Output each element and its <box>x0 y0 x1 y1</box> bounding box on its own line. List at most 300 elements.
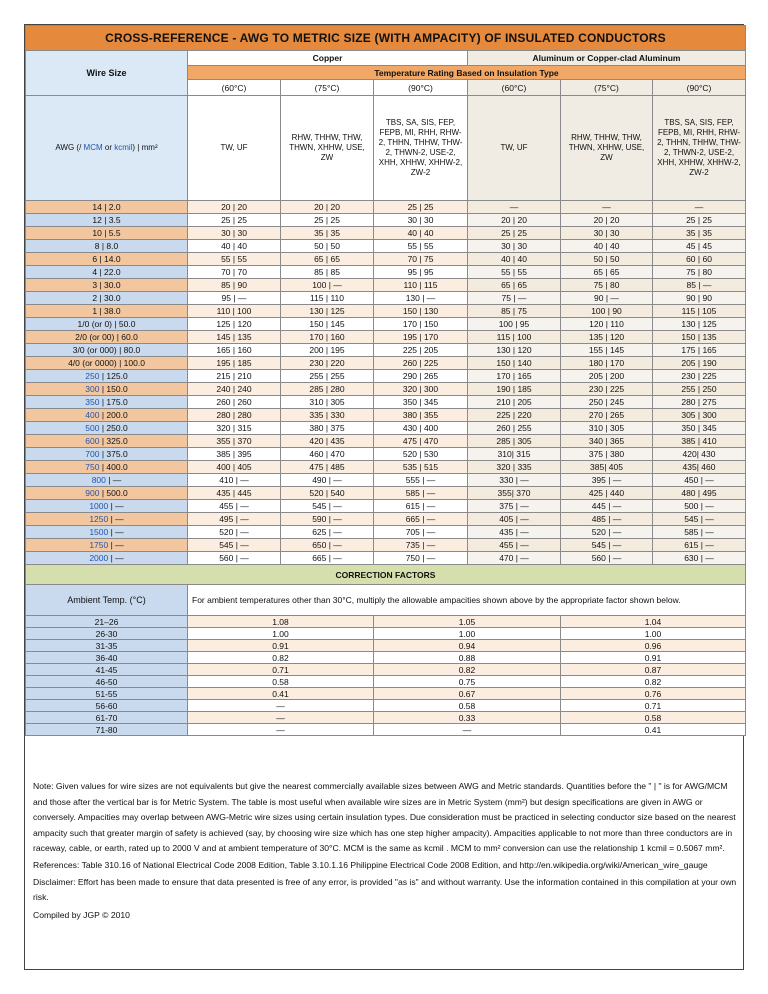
copper-60c-cell: 280 | 280 <box>188 409 281 422</box>
copper-60c-cell: 240 | 240 <box>188 383 281 396</box>
wire-size-cell: 350 | 175.0 <box>26 396 188 409</box>
factor-90c-cell: 0.96 <box>561 640 746 652</box>
wire-size-cell: 14 | 2.0 <box>26 201 188 214</box>
aluminum-90c-cell: 75 | 80 <box>653 266 746 279</box>
wire-size-cell: 500 | 250.0 <box>26 422 188 435</box>
aluminum-90c-cell: 255 | 250 <box>653 383 746 396</box>
aluminum-60c-cell: 455 | — <box>468 539 561 552</box>
wire-size-cell: 3/0 (or 000) | 80.0 <box>26 344 188 357</box>
table-row <box>26 305 746 318</box>
copper-75c-cell: 25 | 25 <box>281 214 374 227</box>
aluminum-60c-cell: 285 | 305 <box>468 435 561 448</box>
copper-90c-cell: 225 | 205 <box>374 344 468 357</box>
copper-60c-cell: 545 | — <box>188 539 281 552</box>
aluminum-75c-cell: 230 | 225 <box>561 383 653 396</box>
copper-90c-cell: 320 | 300 <box>374 383 468 396</box>
factor-60c-cell: — <box>188 712 374 724</box>
correction-factors-title: CORRECTION FACTORS <box>26 565 746 585</box>
wire-size-cell: 1500 | — <box>26 526 188 539</box>
aluminum-75c-cell: 75 | 80 <box>561 279 653 292</box>
correction-row <box>26 640 746 652</box>
wire-size-cell: 800 | — <box>26 474 188 487</box>
aluminum-60c-cell: 30 | 30 <box>468 240 561 253</box>
table-row <box>26 201 746 214</box>
wire-size-cell: 4/0 (or 0000) | 100.0 <box>26 357 188 370</box>
ampacity-table <box>25 25 746 736</box>
factor-90c-cell: 0.58 <box>561 712 746 724</box>
factor-60c-cell: 0.82 <box>188 652 374 664</box>
copper-75c-cell: 85 | 85 <box>281 266 374 279</box>
aluminum-75c-cell: 385| 405 <box>561 461 653 474</box>
aluminum-60c-cell: 210 | 205 <box>468 396 561 409</box>
copper-90c-cell: 555 | — <box>374 474 468 487</box>
wire-size-cell: 1/0 (or 0) | 50.0 <box>26 318 188 331</box>
aluminum-75c-insulation: RHW, THHW, THW, THWN, XHHW, USE, ZW <box>561 96 653 201</box>
aluminum-75c-cell: 485 | — <box>561 513 653 526</box>
aluminum-75c-header: (75°C) <box>561 80 653 96</box>
factor-90c-cell: 0.41 <box>561 724 746 736</box>
copper-90c-cell: 70 | 75 <box>374 253 468 266</box>
aluminum-60c-cell: 355| 370 <box>468 487 561 500</box>
copper-75c-cell: 380 | 375 <box>281 422 374 435</box>
correction-row <box>26 676 746 688</box>
ambient-temp-cell: 56-60 <box>26 700 188 712</box>
factor-75c-cell: 0.33 <box>374 712 561 724</box>
aluminum-90c-cell: 60 | 60 <box>653 253 746 266</box>
table-row <box>26 253 746 266</box>
copper-75c-cell: 665 | — <box>281 552 374 565</box>
wire-size-cell: 1750 | — <box>26 539 188 552</box>
wire-size-cell: 2 | 30.0 <box>26 292 188 305</box>
wire-size-cell: 8 | 8.0 <box>26 240 188 253</box>
ambient-temp-cell: 51-55 <box>26 688 188 700</box>
copper-60c-cell: 260 | 260 <box>188 396 281 409</box>
aluminum-75c-cell: 205 | 200 <box>561 370 653 383</box>
aluminum-75c-cell: 100 | 90 <box>561 305 653 318</box>
wire-size-cell: 2/0 (or 00) | 60.0 <box>26 331 188 344</box>
copper-60c-cell: 40 | 40 <box>188 240 281 253</box>
aluminum-90c-cell: 175 | 165 <box>653 344 746 357</box>
table-row <box>26 227 746 240</box>
aluminum-60c-cell: 435 | — <box>468 526 561 539</box>
table-row <box>26 331 746 344</box>
copper-75c-cell: 130 | 125 <box>281 305 374 318</box>
factor-90c-cell: 0.82 <box>561 676 746 688</box>
page-title: CROSS-REFERENCE - AWG TO METRIC SIZE (WITH AMPACITY) OF INSULATED CONDUCTORS <box>26 26 746 51</box>
reference-sheet <box>24 24 744 970</box>
aluminum-75c-cell: 50 | 50 <box>561 253 653 266</box>
correction-row <box>26 616 746 628</box>
copper-90c-cell: 520 | 530 <box>374 448 468 461</box>
aluminum-60c-cell: 260 | 255 <box>468 422 561 435</box>
ambient-temp-cell: 71-80 <box>26 724 188 736</box>
wire-size-cell: 3 | 30.0 <box>26 279 188 292</box>
aluminum-60c-cell: 115 | 100 <box>468 331 561 344</box>
aluminum-90c-cell: — <box>653 201 746 214</box>
copper-90c-cell: 750 | — <box>374 552 468 565</box>
copper-75c-cell: 230 | 220 <box>281 357 374 370</box>
aluminum-60c-cell: 100 | 95 <box>468 318 561 331</box>
copper-75c-header: (75°C) <box>281 80 374 96</box>
copper-90c-cell: 735 | — <box>374 539 468 552</box>
wire-size-cell: 750 | 400.0 <box>26 461 188 474</box>
factor-60c-cell: — <box>188 724 374 736</box>
table-row <box>26 448 746 461</box>
aluminum-90c-cell: 435| 460 <box>653 461 746 474</box>
copper-75c-cell: 335 | 330 <box>281 409 374 422</box>
copper-60c-cell: 435 | 445 <box>188 487 281 500</box>
wire-size-cell: 4 | 22.0 <box>26 266 188 279</box>
factor-60c-cell: — <box>188 700 374 712</box>
factor-90c-cell: 1.00 <box>561 628 746 640</box>
table-row <box>26 487 746 500</box>
copper-60c-cell: 145 | 135 <box>188 331 281 344</box>
correction-row <box>26 712 746 724</box>
aluminum-90c-insulation: TBS, SA, SIS, FEP, FEPB, MI, RHH, RHW-2, THHN, THHW, THW-2, THWN-2, USE-2, XHH, XHHW, XHHW-2, ZW-2 <box>653 96 746 201</box>
ambient-temp-cell: 61-70 <box>26 712 188 724</box>
copper-75c-cell: 100 | — <box>281 279 374 292</box>
copper-60c-cell: 520 | — <box>188 526 281 539</box>
aluminum-60c-cell: 190 | 185 <box>468 383 561 396</box>
wire-size-cell: 400 | 200.0 <box>26 409 188 422</box>
copper-90c-cell: 130 | — <box>374 292 468 305</box>
copper-60c-cell: 85 | 90 <box>188 279 281 292</box>
table-row <box>26 266 746 279</box>
aluminum-75c-cell: 180 | 170 <box>561 357 653 370</box>
aluminum-75c-cell: 560 | — <box>561 552 653 565</box>
copper-90c-cell: 195 | 170 <box>374 331 468 344</box>
aluminum-75c-cell: 65 | 65 <box>561 266 653 279</box>
copper-60c-cell: 110 | 100 <box>188 305 281 318</box>
copper-60c-cell: 215 | 210 <box>188 370 281 383</box>
copper-90c-cell: 585 | — <box>374 487 468 500</box>
table-row <box>26 396 746 409</box>
aluminum-header: Aluminum or Copper-clad Aluminum <box>468 51 746 66</box>
factor-60c-cell: 1.00 <box>188 628 374 640</box>
aluminum-90c-cell: 305 | 300 <box>653 409 746 422</box>
copper-60c-insulation: TW, UF <box>188 96 281 201</box>
wire-size-cell: 2000 | — <box>26 552 188 565</box>
aluminum-60c-cell: 375 | — <box>468 500 561 513</box>
table-row <box>26 435 746 448</box>
aluminum-90c-cell: 545 | — <box>653 513 746 526</box>
aluminum-60c-cell: 25 | 25 <box>468 227 561 240</box>
notes-section <box>33 779 739 924</box>
ambient-temp-cell: 31-35 <box>26 640 188 652</box>
aluminum-75c-cell: 340 | 365 <box>561 435 653 448</box>
copper-60c-cell: 320 | 315 <box>188 422 281 435</box>
copper-60c-cell: 95 | — <box>188 292 281 305</box>
wire-size-cell: 700 | 375.0 <box>26 448 188 461</box>
aluminum-60c-cell: 225 | 220 <box>468 409 561 422</box>
factor-75c-cell: 1.05 <box>374 616 561 628</box>
table-row <box>26 461 746 474</box>
correction-row <box>26 664 746 676</box>
copper-75c-cell: 200 | 195 <box>281 344 374 357</box>
copper-90c-cell: 535 | 515 <box>374 461 468 474</box>
table-row <box>26 500 746 513</box>
factor-75c-cell: 1.00 <box>374 628 561 640</box>
copper-90c-cell: 150 | 130 <box>374 305 468 318</box>
copper-75c-cell: 65 | 65 <box>281 253 374 266</box>
copper-90c-cell: 30 | 30 <box>374 214 468 227</box>
factor-90c-cell: 1.04 <box>561 616 746 628</box>
aluminum-60c-cell: 75 | — <box>468 292 561 305</box>
copper-75c-cell: 625 | — <box>281 526 374 539</box>
aluminum-90c-cell: 205 | 190 <box>653 357 746 370</box>
copper-75c-cell: 460 | 470 <box>281 448 374 461</box>
aluminum-60c-cell: 130 | 120 <box>468 344 561 357</box>
factor-60c-cell: 1.08 <box>188 616 374 628</box>
aluminum-90c-cell: 25 | 25 <box>653 214 746 227</box>
references-paragraph: References: Table 310.16 of National Electrical Code 2008 Edition, Table 3.10.1.16 Philippine Electrical Code 2008 Edition, and http://en.wikipedia.org/wiki/American_wire_gauge <box>33 859 708 870</box>
wire-size-cell: 250 | 125.0 <box>26 370 188 383</box>
awg-mm2-header: AWG (/ MCM or kcmil) | mm² <box>26 96 188 201</box>
wire-size-header: Wire Size <box>26 51 188 96</box>
copper-90c-cell: 40 | 40 <box>374 227 468 240</box>
wire-size-cell: 300 | 150.0 <box>26 383 188 396</box>
correction-row <box>26 688 746 700</box>
aluminum-90c-cell: 230 | 225 <box>653 370 746 383</box>
aluminum-60c-cell: 55 | 55 <box>468 266 561 279</box>
copper-90c-cell: 705 | — <box>374 526 468 539</box>
table-row <box>26 526 746 539</box>
aluminum-90c-cell: 35 | 35 <box>653 227 746 240</box>
copper-90c-cell: 430 | 400 <box>374 422 468 435</box>
copper-75c-cell: 310 | 305 <box>281 396 374 409</box>
wire-size-cell: 12 | 3.5 <box>26 214 188 227</box>
disclaimer-paragraph: Disclaimer: Effort has been made to ensure that data presented is free of any error, is provided "as is" and without warranty. Use the information contained in this compilation at your own risk. <box>33 876 737 903</box>
table-row <box>26 357 746 370</box>
wire-size-cell: 1000 | — <box>26 500 188 513</box>
copper-90c-cell: 55 | 55 <box>374 240 468 253</box>
copper-90c-cell: 110 | 115 <box>374 279 468 292</box>
table-row <box>26 344 746 357</box>
table-row <box>26 474 746 487</box>
copper-60c-cell: 25 | 25 <box>188 214 281 227</box>
factor-60c-cell: 0.91 <box>188 640 374 652</box>
aluminum-75c-cell: 270 | 265 <box>561 409 653 422</box>
copper-75c-cell: 420 | 435 <box>281 435 374 448</box>
aluminum-60c-header: (60°C) <box>468 80 561 96</box>
aluminum-60c-insulation: TW, UF <box>468 96 561 201</box>
factor-90c-cell: 0.87 <box>561 664 746 676</box>
factor-90c-cell: 0.71 <box>561 700 746 712</box>
factor-75c-cell: 0.67 <box>374 688 561 700</box>
copper-60c-cell: 30 | 30 <box>188 227 281 240</box>
factor-60c-cell: 0.71 <box>188 664 374 676</box>
aluminum-75c-cell: 395 | — <box>561 474 653 487</box>
copper-75c-insulation: RHW, THHW, THW, THWN, XHHW, USE, ZW <box>281 96 374 201</box>
aluminum-90c-cell: 85 | — <box>653 279 746 292</box>
copper-75c-cell: 590 | — <box>281 513 374 526</box>
aluminum-75c-cell: 155 | 145 <box>561 344 653 357</box>
aluminum-60c-cell: 405 | — <box>468 513 561 526</box>
aluminum-60c-cell: — <box>468 201 561 214</box>
table-row <box>26 513 746 526</box>
factor-90c-cell: 0.76 <box>561 688 746 700</box>
copper-60c-cell: 70 | 70 <box>188 266 281 279</box>
aluminum-90c-cell: 450 | — <box>653 474 746 487</box>
factor-60c-cell: 0.58 <box>188 676 374 688</box>
aluminum-75c-cell: 120 | 110 <box>561 318 653 331</box>
copper-75c-cell: 520 | 540 <box>281 487 374 500</box>
table-row <box>26 279 746 292</box>
copper-75c-cell: 475 | 485 <box>281 461 374 474</box>
copper-60c-cell: 165 | 160 <box>188 344 281 357</box>
copper-90c-cell: 615 | — <box>374 500 468 513</box>
copper-90c-cell: 475 | 470 <box>374 435 468 448</box>
factor-75c-cell: — <box>374 724 561 736</box>
aluminum-75c-cell: 310 | 305 <box>561 422 653 435</box>
aluminum-60c-cell: 310| 315 <box>468 448 561 461</box>
copper-60c-cell: 195 | 185 <box>188 357 281 370</box>
table-row <box>26 292 746 305</box>
factor-75c-cell: 0.58 <box>374 700 561 712</box>
ambient-temp-cell: 41-45 <box>26 664 188 676</box>
table-row <box>26 214 746 227</box>
copper-60c-cell: 355 | 370 <box>188 435 281 448</box>
correction-row <box>26 628 746 640</box>
copper-75c-cell: 150 | 145 <box>281 318 374 331</box>
wire-size-cell: 1 | 38.0 <box>26 305 188 318</box>
aluminum-75c-cell: 425 | 440 <box>561 487 653 500</box>
table-row <box>26 240 746 253</box>
aluminum-90c-cell: 385 | 410 <box>653 435 746 448</box>
aluminum-90c-cell: 480 | 495 <box>653 487 746 500</box>
aluminum-75c-cell: 375 | 380 <box>561 448 653 461</box>
factor-90c-cell: 0.91 <box>561 652 746 664</box>
copper-75c-cell: 545 | — <box>281 500 374 513</box>
aluminum-75c-cell: 20 | 20 <box>561 214 653 227</box>
aluminum-75c-cell: 445 | — <box>561 500 653 513</box>
aluminum-90c-header: (90°C) <box>653 80 746 96</box>
wire-size-cell: 1250 | — <box>26 513 188 526</box>
aluminum-90c-cell: 45 | 45 <box>653 240 746 253</box>
factor-75c-cell: 0.88 <box>374 652 561 664</box>
copper-90c-cell: 350 | 345 <box>374 396 468 409</box>
ambient-temp-header: Ambient Temp. (°C) <box>26 585 188 616</box>
wire-size-cell: 6 | 14.0 <box>26 253 188 266</box>
aluminum-75c-cell: 90 | — <box>561 292 653 305</box>
aluminum-75c-cell: 40 | 40 <box>561 240 653 253</box>
factor-75c-cell: 0.82 <box>374 664 561 676</box>
table-row <box>26 539 746 552</box>
correction-row <box>26 652 746 664</box>
compiled-by: Compiled by JGP © 2010 <box>33 909 130 920</box>
aluminum-75c-cell: 545 | — <box>561 539 653 552</box>
copper-60c-cell: 125 | 120 <box>188 318 281 331</box>
aluminum-75c-cell: 30 | 30 <box>561 227 653 240</box>
copper-75c-cell: 490 | — <box>281 474 374 487</box>
aluminum-90c-cell: 420| 430 <box>653 448 746 461</box>
wire-size-cell: 900 | 500.0 <box>26 487 188 500</box>
table-row <box>26 422 746 435</box>
copper-90c-cell: 170 | 150 <box>374 318 468 331</box>
aluminum-75c-cell: 135 | 120 <box>561 331 653 344</box>
aluminum-60c-cell: 65 | 65 <box>468 279 561 292</box>
copper-60c-cell: 55 | 55 <box>188 253 281 266</box>
table-row <box>26 552 746 565</box>
aluminum-90c-cell: 150 | 135 <box>653 331 746 344</box>
aluminum-60c-cell: 20 | 20 <box>468 214 561 227</box>
copper-header: Copper <box>188 51 468 66</box>
aluminum-90c-cell: 585 | — <box>653 526 746 539</box>
copper-75c-cell: 255 | 255 <box>281 370 374 383</box>
aluminum-75c-cell: 250 | 245 <box>561 396 653 409</box>
aluminum-60c-cell: 330 | — <box>468 474 561 487</box>
note-paragraph: Note: Given values for wire sizes are not equivalents but give the nearest commercially available sizes between AWG and Metric standards. Quantities before the " | " is for AWG/MCM and those after the vertical bar is for Metric System. The table is most useful when available wire sizes are in Metric System (mm²) but design specifications are given in AWG or conversely. Ampacities may overlap between AWG-Metric wire sizes using certain insulation types. Due consideration must be practiced in selecting conductor size based on the nearest ampacity such that greater margin of safety is achieved (say, by choosing wire size which has one step higher ampacity). Ampacities applicable to not more than three conductors are in raceway, cable, or earth, rated up to 2000 V and at ambient temperature of 30°C. MCM is the same as kcmil . MCM to mm² conversion can use the relationship 1 kcmil = 0.5067 mm². <box>33 781 736 854</box>
aluminum-90c-cell: 130 | 125 <box>653 318 746 331</box>
copper-90c-cell: 95 | 95 <box>374 266 468 279</box>
table-row <box>26 409 746 422</box>
aluminum-75c-cell: 520 | — <box>561 526 653 539</box>
copper-90c-cell: 260 | 225 <box>374 357 468 370</box>
aluminum-90c-cell: 615 | — <box>653 539 746 552</box>
correction-row <box>26 724 746 736</box>
wire-size-cell: 10 | 5.5 <box>26 227 188 240</box>
copper-90c-cell: 665 | — <box>374 513 468 526</box>
factor-75c-cell: 0.94 <box>374 640 561 652</box>
copper-60c-cell: 410 | — <box>188 474 281 487</box>
aluminum-90c-cell: 115 | 105 <box>653 305 746 318</box>
ambient-temp-cell: 26-30 <box>26 628 188 640</box>
ambient-temp-cell: 21–26 <box>26 616 188 628</box>
table-row <box>26 370 746 383</box>
aluminum-90c-cell: 350 | 345 <box>653 422 746 435</box>
ambient-temp-cell: 46-50 <box>26 676 188 688</box>
copper-75c-cell: 285 | 280 <box>281 383 374 396</box>
aluminum-60c-cell: 40 | 40 <box>468 253 561 266</box>
aluminum-90c-cell: 500 | — <box>653 500 746 513</box>
aluminum-90c-cell: 280 | 275 <box>653 396 746 409</box>
copper-75c-cell: 170 | 160 <box>281 331 374 344</box>
copper-90c-cell: 25 | 25 <box>374 201 468 214</box>
wire-size-cell: 600 | 325.0 <box>26 435 188 448</box>
aluminum-90c-cell: 90 | 90 <box>653 292 746 305</box>
copper-60c-cell: 385 | 395 <box>188 448 281 461</box>
copper-75c-cell: 20 | 20 <box>281 201 374 214</box>
aluminum-90c-cell: 630 | — <box>653 552 746 565</box>
factor-60c-cell: 0.41 <box>188 688 374 700</box>
copper-75c-cell: 115 | 110 <box>281 292 374 305</box>
copper-60c-cell: 495 | — <box>188 513 281 526</box>
temperature-rating-header: Temperature Rating Based on Insulation Type <box>188 66 746 80</box>
correction-note: For ambient temperatures other than 30°C, multiply the allowable ampacities shown above by the appropriate factor shown below. <box>188 585 746 616</box>
table-row <box>26 383 746 396</box>
table-row <box>26 318 746 331</box>
copper-75c-cell: 650 | — <box>281 539 374 552</box>
aluminum-60c-cell: 320 | 335 <box>468 461 561 474</box>
aluminum-60c-cell: 85 | 75 <box>468 305 561 318</box>
copper-90c-header: (90°C) <box>374 80 468 96</box>
aluminum-60c-cell: 150 | 140 <box>468 357 561 370</box>
copper-60c-cell: 560 | — <box>188 552 281 565</box>
copper-75c-cell: 35 | 35 <box>281 227 374 240</box>
ambient-temp-cell: 36-40 <box>26 652 188 664</box>
aluminum-75c-cell: — <box>561 201 653 214</box>
copper-60c-cell: 455 | — <box>188 500 281 513</box>
copper-60c-header: (60°C) <box>188 80 281 96</box>
copper-60c-cell: 20 | 20 <box>188 201 281 214</box>
correction-row <box>26 700 746 712</box>
copper-90c-insulation: TBS, SA, SIS, FEP, FEPB, MI, RHH, RHW-2, THHN, THHW, THW-2, THWN-2, USE-2, XHH, XHHW, XHHW-2, ZW-2 <box>374 96 468 201</box>
copper-90c-cell: 290 | 265 <box>374 370 468 383</box>
copper-90c-cell: 380 | 355 <box>374 409 468 422</box>
copper-75c-cell: 50 | 50 <box>281 240 374 253</box>
aluminum-60c-cell: 170 | 165 <box>468 370 561 383</box>
aluminum-60c-cell: 470 | — <box>468 552 561 565</box>
